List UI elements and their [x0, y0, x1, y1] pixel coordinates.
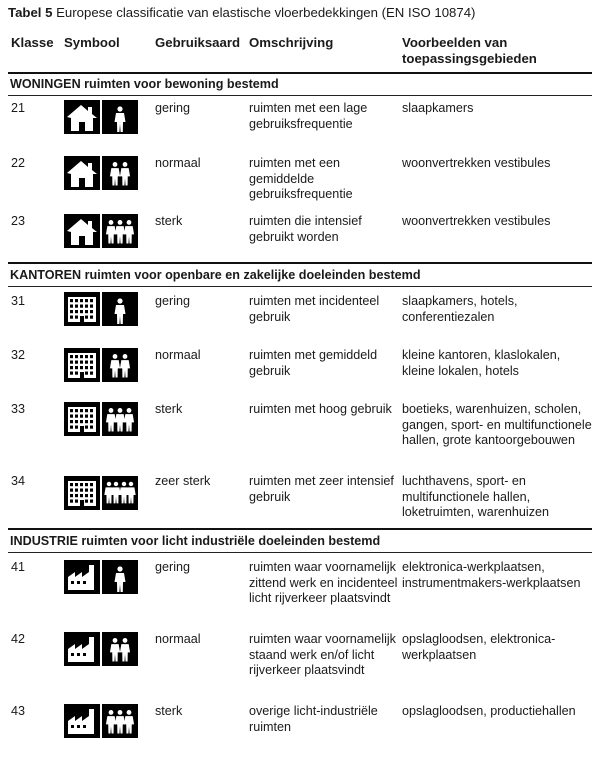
section-divider: [8, 528, 592, 530]
cell-omschrijving: overige licht-industriële ruimten: [249, 704, 378, 734]
people-icon: [102, 214, 138, 248]
cell-voorbeelden: slaapkamers, hotels, conferentiezalen: [402, 294, 518, 324]
header-symbool: Symbool: [64, 35, 120, 50]
house-icon: [64, 214, 100, 248]
header-voorbeelden: [402, 35, 537, 67]
table-caption: [8, 5, 475, 20]
house-icon: [64, 156, 100, 190]
section-industrie: INDUSTRIE ruimten voor licht industriële doeleinden bestemd: [10, 534, 381, 548]
cell-gebruiksaard: normaal: [155, 632, 201, 646]
people-icon: [102, 100, 138, 134]
symbol-pictogram: [64, 156, 138, 190]
cell-klasse: 43: [11, 704, 26, 718]
cell-omschrijving: ruimten met gemiddeld gebruik: [249, 348, 378, 378]
cell-omschrijving: ruimten waar voornamelijk zittend werk en incidenteel licht rijverkeer plaatsvindt: [249, 560, 398, 606]
cell-omschrijving: ruimten met een lage gebruiksfrequentie: [249, 101, 368, 131]
cell-klasse: 33: [11, 402, 26, 416]
cell-voorbeelden: elektronica-werkplaatsen, instrumentmakers-werkplaatsen: [402, 560, 581, 590]
header-voorbeelden-line2: toepassingsgebieden: [402, 51, 537, 66]
cell-gebruiksaard: gering: [155, 294, 191, 308]
symbol-pictogram: [64, 560, 138, 594]
header-klasse: Klasse: [11, 35, 54, 50]
office-building-icon: [64, 476, 100, 510]
table-number: Tabel 5: [8, 5, 53, 20]
cell-klasse: 32: [11, 348, 26, 362]
cell-gebruiksaard: normaal: [155, 156, 201, 170]
cell-klasse: 42: [11, 632, 26, 646]
header-gebruiksaard: Gebruiksaard: [155, 35, 241, 50]
people-icon: [102, 156, 138, 190]
cell-klasse: 31: [11, 294, 26, 308]
cell-omschrijving: ruimten waar voornamelijk staand werk en/of licht rijverkeer plaatsvindt: [249, 632, 396, 678]
section-divider: [8, 552, 592, 553]
cell-voorbeelden: opslagloodsen, productiehallen: [402, 704, 576, 718]
cell-voorbeelden: boetieks, warenhuizen, scholen, gangen, sport- en multifunctionele hallen, grote kantoorgebouwen: [402, 402, 592, 448]
header-divider: [8, 72, 592, 74]
cell-voorbeelden: opslagloodsen, elektronica-werkplaatsen: [402, 632, 556, 662]
cell-klasse: 34: [11, 474, 26, 488]
symbol-pictogram: [64, 632, 138, 666]
cell-voorbeelden: woonvertrekken vestibules: [402, 156, 551, 170]
cell-klasse: 41: [11, 560, 26, 574]
office-building-icon: [64, 348, 100, 382]
symbol-pictogram: [64, 100, 138, 134]
office-building-icon: [64, 402, 100, 436]
header-voorbeelden-line1: Voorbeelden van: [402, 35, 508, 50]
cell-gebruiksaard: gering: [155, 560, 191, 574]
cell-voorbeelden: luchthavens, sport- en multifunctionele hallen, loketruimten, warenhuizen: [402, 474, 550, 520]
cell-voorbeelden: kleine kantoren, klaslokalen, kleine lokalen, hotels: [402, 348, 561, 378]
symbol-pictogram: [64, 348, 138, 382]
header-omschrijving: Omschrijving: [249, 35, 334, 50]
cell-klasse: 22: [11, 156, 26, 170]
symbol-pictogram: [64, 704, 138, 738]
section-divider: [8, 262, 592, 264]
factory-icon: [64, 704, 100, 738]
people-icon: [102, 704, 138, 738]
cell-gebruiksaard: zeer sterk: [155, 474, 211, 488]
people-icon: [102, 402, 138, 436]
section-kantoren: KANTOREN ruimten voor openbare en zakelijke doeleinden bestemd: [10, 268, 421, 282]
section-divider: [8, 286, 592, 287]
symbol-pictogram: [64, 292, 138, 326]
section-divider: [8, 95, 592, 96]
factory-icon: [64, 560, 100, 594]
symbol-pictogram: [64, 476, 138, 510]
cell-omschrijving: ruimten die intensief gebruikt worden: [249, 214, 362, 244]
cell-omschrijving: ruimten met een gemiddelde gebruiksfrequentie: [249, 156, 353, 202]
cell-klasse: 21: [11, 101, 26, 115]
people-icon: [102, 476, 138, 510]
symbol-pictogram: [64, 402, 138, 436]
section-woningen: WONINGEN ruimten voor bewoning bestemd: [10, 77, 279, 91]
cell-gebruiksaard: sterk: [155, 704, 183, 718]
cell-omschrijving: ruimten met hoog gebruik: [249, 402, 392, 416]
cell-klasse: 23: [11, 214, 26, 228]
table-title: Europese classificatie van elastische vloerbedekkingen (EN ISO 10874): [56, 5, 476, 20]
people-icon: [102, 348, 138, 382]
office-building-icon: [64, 292, 100, 326]
cell-omschrijving: ruimten met incidenteel gebruik: [249, 294, 380, 324]
cell-gebruiksaard: gering: [155, 101, 191, 115]
house-icon: [64, 100, 100, 134]
cell-omschrijving: ruimten met zeer intensief gebruik: [249, 474, 394, 504]
people-icon: [102, 560, 138, 594]
cell-gebruiksaard: sterk: [155, 214, 183, 228]
factory-icon: [64, 632, 100, 666]
cell-voorbeelden: woonvertrekken vestibules: [402, 214, 551, 228]
symbol-pictogram: [64, 214, 138, 248]
cell-gebruiksaard: normaal: [155, 348, 201, 362]
cell-voorbeelden: slaapkamers: [402, 101, 474, 115]
people-icon: [102, 632, 138, 666]
people-icon: [102, 292, 138, 326]
cell-gebruiksaard: sterk: [155, 402, 183, 416]
